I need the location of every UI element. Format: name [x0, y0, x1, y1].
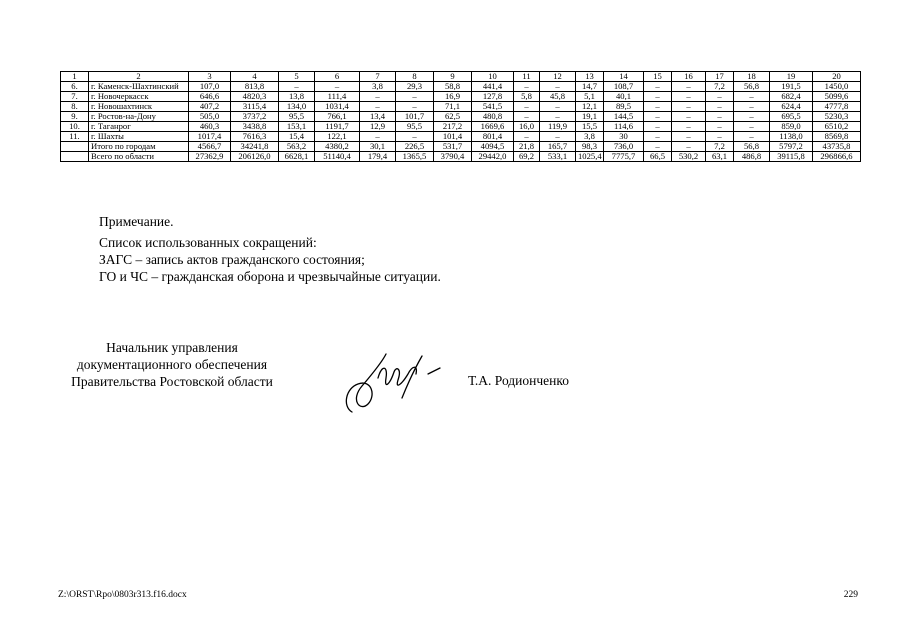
- table-cell: 6: [315, 72, 360, 82]
- table-cell: 4566,7: [189, 142, 231, 152]
- table-cell: 296866,6: [813, 152, 861, 162]
- table-cell: 13,8: [279, 92, 315, 102]
- table-cell: 7: [360, 72, 396, 82]
- table-cell: 3,8: [576, 132, 604, 142]
- table-cell: 191,5: [770, 82, 813, 92]
- table-cell: 766,1: [315, 112, 360, 122]
- table-cell: 3790,4: [434, 152, 472, 162]
- table-cell: –: [360, 102, 396, 112]
- table-cell: 12,1: [576, 102, 604, 112]
- table-cell: г. Каменск-Шахтинский: [89, 82, 189, 92]
- table-cell: –: [734, 122, 770, 132]
- table-cell: 1031,4: [315, 102, 360, 112]
- table-cell: 107,0: [189, 82, 231, 92]
- table-cell: 1669,6: [472, 122, 514, 132]
- table-cell: 16: [672, 72, 706, 82]
- table-cell: –: [706, 102, 734, 112]
- footer-file-path: Z:\ORST\Rpo\0803r313.f16.docx: [58, 590, 187, 600]
- table-cell: 15: [644, 72, 672, 82]
- table-cell: 3438,8: [231, 122, 279, 132]
- table-cell: 122,1: [315, 132, 360, 142]
- table-cell: 56,8: [734, 142, 770, 152]
- table-cell: –: [279, 82, 315, 92]
- table-cell: 2: [89, 72, 189, 82]
- table-cell: –: [540, 82, 576, 92]
- table-cell: 58,8: [434, 82, 472, 92]
- table-cell: 51140,4: [315, 152, 360, 162]
- table-cell: –: [514, 132, 540, 142]
- table-cell: –: [514, 102, 540, 112]
- table-cell: 624,4: [770, 102, 813, 112]
- table-cell: 114,6: [604, 122, 644, 132]
- table-cell: –: [706, 122, 734, 132]
- table-cell: 505,0: [189, 112, 231, 122]
- note-title: Примечание.: [99, 214, 174, 229]
- table-cell: 95,5: [396, 122, 434, 132]
- table-cell: –: [672, 132, 706, 142]
- table-cell: 29442,0: [472, 152, 514, 162]
- table-cell: 8569,8: [813, 132, 861, 142]
- table-row: [61, 122, 861, 132]
- table-row: [61, 102, 861, 112]
- table-cell: 480,8: [472, 112, 514, 122]
- table-cell: 530,2: [672, 152, 706, 162]
- table-cell: Итого по городам: [89, 142, 189, 152]
- table-cell: 13: [576, 72, 604, 82]
- table-cell: 165,7: [540, 142, 576, 152]
- table-cell: 43735,8: [813, 142, 861, 152]
- table-cell: –: [540, 132, 576, 142]
- table-cell: –: [644, 82, 672, 92]
- table-cell: 45,8: [540, 92, 576, 102]
- table-cell: –: [734, 112, 770, 122]
- table-cell: –: [734, 92, 770, 102]
- table-cell: 39115,8: [770, 152, 813, 162]
- table-cell: 1: [61, 72, 89, 82]
- table-cell: 14,7: [576, 82, 604, 92]
- table-cell: 4820,3: [231, 92, 279, 102]
- table-cell: 30: [604, 132, 644, 142]
- table-cell: –: [706, 112, 734, 122]
- table-cell: 5,8: [514, 92, 540, 102]
- table-cell: –: [706, 92, 734, 102]
- table-cell: 3: [189, 72, 231, 82]
- table-cell: 7,2: [706, 142, 734, 152]
- table-cell: 1017,4: [189, 132, 231, 142]
- note-line: ЗАГС – запись актов гражданского состояния;: [99, 252, 365, 267]
- table-cell: 7,2: [706, 82, 734, 92]
- table-cell: 533,1: [540, 152, 576, 162]
- table-cell: 11: [514, 72, 540, 82]
- table-cell: –: [315, 82, 360, 92]
- table-cell: 460,3: [189, 122, 231, 132]
- table-cell: –: [540, 112, 576, 122]
- table-cell: 6.: [61, 82, 89, 92]
- table-cell: 108,7: [604, 82, 644, 92]
- table-cell: –: [514, 112, 540, 122]
- table-cell: 101,7: [396, 112, 434, 122]
- table-cell: 40,1: [604, 92, 644, 102]
- table-cell: 16,0: [514, 122, 540, 132]
- table-cell: –: [644, 102, 672, 112]
- table-cell: 4380,2: [315, 142, 360, 152]
- table-cell: –: [672, 112, 706, 122]
- table-cell: 66,5: [644, 152, 672, 162]
- table-cell: 1450,0: [813, 82, 861, 92]
- table-cell: 10.: [61, 122, 89, 132]
- position-line: документационного обеспечения: [76, 357, 268, 372]
- table-row: [61, 112, 861, 122]
- table-cell: 119,9: [540, 122, 576, 132]
- table-cell: г. Новочеркасск: [89, 92, 189, 102]
- table-cell: 531,7: [434, 142, 472, 152]
- table-cell: 34241,8: [231, 142, 279, 152]
- table-cell: 134,0: [279, 102, 315, 112]
- table-cell: 226,5: [396, 142, 434, 152]
- table-cell: –: [644, 92, 672, 102]
- table-cell: 407,2: [189, 102, 231, 112]
- table-cell: 95,5: [279, 112, 315, 122]
- table-cell: 18: [734, 72, 770, 82]
- table-cell: 17: [706, 72, 734, 82]
- table-cell: 8: [396, 72, 434, 82]
- table-cell: 12: [540, 72, 576, 82]
- table-cell: 4094,5: [472, 142, 514, 152]
- table-cell: –: [644, 142, 672, 152]
- table-cell: 441,4: [472, 82, 514, 92]
- table-cell: 6510,2: [813, 122, 861, 132]
- table-cell: 3737,2: [231, 112, 279, 122]
- table-cell: 16,9: [434, 92, 472, 102]
- table-cell: –: [396, 92, 434, 102]
- table-cell: 144,5: [604, 112, 644, 122]
- table-cell: 5099,6: [813, 92, 861, 102]
- table-cell: 29,3: [396, 82, 434, 92]
- note-line: ГО и ЧС – гражданская оборона и чрезвычайные ситуации.: [99, 269, 441, 284]
- table-cell: г. Ростов-на-Дону: [89, 112, 189, 122]
- handwritten-signature: [332, 344, 442, 420]
- table-cell: 14: [604, 72, 644, 82]
- table-cell: 9.: [61, 112, 89, 122]
- signatory-position: [58, 339, 286, 390]
- table-cell: 89,5: [604, 102, 644, 112]
- table-cell: 101,4: [434, 132, 472, 142]
- table-cell: –: [672, 82, 706, 92]
- table-cell: г. Новошахтинск: [89, 102, 189, 112]
- table-cell: –: [360, 132, 396, 142]
- table-cell: –: [396, 132, 434, 142]
- table-cell: г. Шахты: [89, 132, 189, 142]
- table-row: [61, 152, 861, 162]
- table-cell: 206126,0: [231, 152, 279, 162]
- table-cell: 21,8: [514, 142, 540, 152]
- table-cell: –: [540, 102, 576, 112]
- table-cell: 179,4: [360, 152, 396, 162]
- position-line: Правительства Ростовской области: [71, 374, 273, 389]
- table-cell: –: [396, 102, 434, 112]
- page-number: 229: [843, 590, 858, 600]
- table-cell: 4777,8: [813, 102, 861, 112]
- table-cell: 20: [813, 72, 861, 82]
- table-cell: –: [644, 112, 672, 122]
- table-row: [61, 142, 861, 152]
- table-cell: Всего по области: [89, 152, 189, 162]
- table-cell: 98,3: [576, 142, 604, 152]
- table-cell: 10: [472, 72, 514, 82]
- table-cell: 19,1: [576, 112, 604, 122]
- table-cell: 19: [770, 72, 813, 82]
- table-cell: –: [734, 102, 770, 112]
- table-cell: 62,5: [434, 112, 472, 122]
- table-cell: 15,4: [279, 132, 315, 142]
- table-cell: 12,9: [360, 122, 396, 132]
- table-cell: –: [644, 132, 672, 142]
- table-cell: 682,4: [770, 92, 813, 102]
- table-cell: 153,1: [279, 122, 315, 132]
- table-cell: 71,1: [434, 102, 472, 112]
- table-cell: 217,2: [434, 122, 472, 132]
- table-cell: 4: [231, 72, 279, 82]
- table-cell: –: [672, 122, 706, 132]
- table-cell: –: [514, 82, 540, 92]
- statistics-table: [60, 71, 861, 162]
- table-cell: 541,5: [472, 102, 514, 112]
- table-cell: –: [672, 142, 706, 152]
- table-cell: –: [672, 102, 706, 112]
- table-cell: [61, 152, 89, 162]
- table-cell: 813,8: [231, 82, 279, 92]
- table-cell: –: [360, 92, 396, 102]
- table-cell: 7775,7: [604, 152, 644, 162]
- table-cell: 9: [434, 72, 472, 82]
- note-line: Список использованных сокращений:: [99, 235, 317, 250]
- table-cell: –: [706, 132, 734, 142]
- table-cell: 127,8: [472, 92, 514, 102]
- table-cell: –: [734, 132, 770, 142]
- table-cell: 1138,0: [770, 132, 813, 142]
- table-cell: 69,2: [514, 152, 540, 162]
- table-cell: 8.: [61, 102, 89, 112]
- table-cell: 736,0: [604, 142, 644, 152]
- table-cell: 5,1: [576, 92, 604, 102]
- table-row: [61, 132, 861, 142]
- table-row: [61, 82, 861, 92]
- table-cell: 695,5: [770, 112, 813, 122]
- position-line: Начальник управления: [106, 340, 238, 355]
- table-cell: 859,0: [770, 122, 813, 132]
- table-cell: 13,4: [360, 112, 396, 122]
- table-cell: 6628,1: [279, 152, 315, 162]
- table-cell: 11.: [61, 132, 89, 142]
- table-cell: 7616,3: [231, 132, 279, 142]
- table-cell: 5: [279, 72, 315, 82]
- table-cell: 56,8: [734, 82, 770, 92]
- table-cell: –: [672, 92, 706, 102]
- table-cell: 646,6: [189, 92, 231, 102]
- table-cell: 7.: [61, 92, 89, 102]
- table-cell: 1191,7: [315, 122, 360, 132]
- table-cell: 15,5: [576, 122, 604, 132]
- table-cell: 1025,4: [576, 152, 604, 162]
- table-header-row: [61, 72, 861, 82]
- table-row: [61, 92, 861, 102]
- table-cell: 486,8: [734, 152, 770, 162]
- table-cell: 801,4: [472, 132, 514, 142]
- signatory-name: Т.А. Родионченко: [468, 373, 569, 388]
- table-cell: 63,1: [706, 152, 734, 162]
- table-cell: 3115,4: [231, 102, 279, 112]
- table-cell: 30,1: [360, 142, 396, 152]
- table-cell: [61, 142, 89, 152]
- table-cell: 563,2: [279, 142, 315, 152]
- table-cell: 27362,9: [189, 152, 231, 162]
- table-cell: г. Таганрог: [89, 122, 189, 132]
- table-cell: 5797,2: [770, 142, 813, 152]
- table-cell: 1365,5: [396, 152, 434, 162]
- table-cell: 5230,3: [813, 112, 861, 122]
- table-cell: 3,8: [360, 82, 396, 92]
- table-cell: –: [644, 122, 672, 132]
- table-cell: 111,4: [315, 92, 360, 102]
